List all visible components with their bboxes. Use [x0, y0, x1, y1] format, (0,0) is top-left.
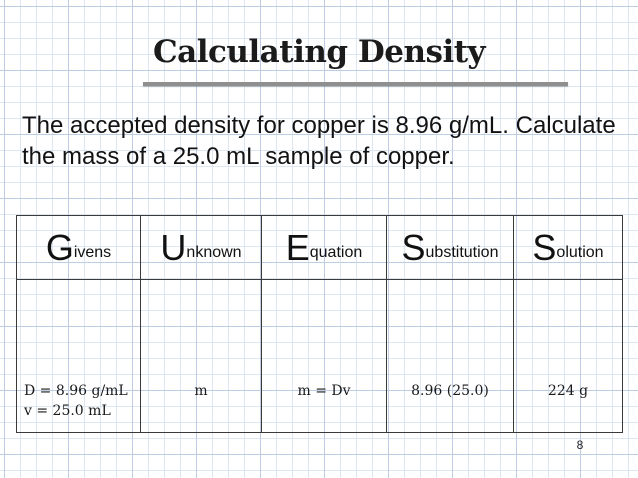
header-givens — [17, 216, 141, 280]
header-solution-initial: S — [532, 226, 557, 268]
header-substitution-initial: S — [401, 226, 426, 268]
header-solution — [514, 216, 622, 280]
solution-cell: 224 g — [547, 383, 589, 399]
unknown-cell: m — [141, 280, 262, 432]
header-equation-initial: E — [285, 226, 310, 268]
header-givens-initial: G — [45, 226, 74, 268]
header-equation-rest: quation — [309, 243, 363, 261]
given-volume: v = 25.0 mL — [24, 403, 111, 419]
header-solution-rest: olution — [556, 243, 604, 261]
title-underline — [143, 82, 568, 86]
equation-cell: m = Dv — [262, 280, 387, 432]
header-givens-rest: ivens — [73, 243, 112, 261]
slide-title: Calculating Density — [152, 34, 486, 70]
header-unknown-rest: nknown — [186, 243, 242, 261]
header-substitution-rest: ubstitution — [425, 243, 499, 261]
problem-statement: The accepted density for copper is 8.96 g/mL. Calculate the mass of a 25.0 mL sample of copper. — [22, 112, 616, 170]
header-equation — [262, 216, 387, 280]
guess-method-table — [16, 215, 623, 433]
given-density: D = 8.96 g/mL — [24, 383, 128, 399]
header-unknown — [141, 216, 262, 280]
header-unknown-initial: U — [160, 226, 187, 268]
page-number: 8 — [576, 438, 584, 452]
givens-cell — [17, 280, 141, 432]
header-substitution — [387, 216, 514, 280]
substitution-cell: 8.96 (25.0) — [387, 280, 514, 432]
